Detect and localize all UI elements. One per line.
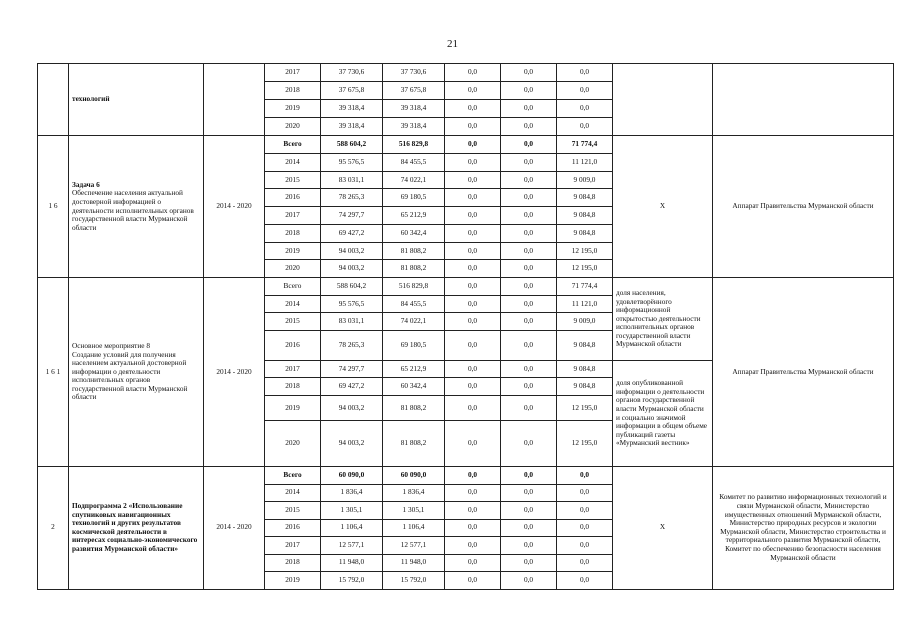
indicator-cell [613,64,713,136]
executor-cell: Аппарат Правительства Мурманской области [713,136,894,278]
federal-budget-cell: 0,0 [445,136,501,154]
local-budget-cell: 0,0 [501,153,557,171]
other-sources-cell: 0,0 [557,502,613,520]
year-cell: 2017 [265,64,321,82]
year-cell: 2017 [265,537,321,555]
total-cell: 588 604,2 [321,136,383,154]
other-sources-cell: 0,0 [557,118,613,136]
regional-budget-cell: 1 836,4 [383,484,445,502]
regional-budget-cell: 84 455,5 [383,153,445,171]
other-sources-cell: 0,0 [557,100,613,118]
federal-budget-cell: 0,0 [445,361,501,378]
year-cell: 2017 [265,207,321,225]
local-budget-cell: 0,0 [501,207,557,225]
year-cell: 2014 [265,484,321,502]
total-cell: 94 003,2 [321,242,383,260]
table-row [38,467,894,485]
year-cell: 2015 [265,502,321,520]
local-budget-cell: 0,0 [501,467,557,485]
year-cell: 2019 [265,572,321,590]
federal-budget-cell: 0,0 [445,260,501,278]
local-budget-cell: 0,0 [501,189,557,207]
other-sources-cell: 9 009,0 [557,171,613,189]
federal-budget-cell: 0,0 [445,484,501,502]
total-cell: 78 265,3 [321,189,383,207]
other-sources-cell: 12 195,0 [557,421,613,467]
page-number: 21 [447,38,458,50]
total-cell: 15 792,0 [321,572,383,590]
local-budget-cell: 0,0 [501,313,557,331]
regional-budget-cell: 65 212,9 [383,207,445,225]
other-sources-cell: 0,0 [557,554,613,572]
table-row [38,136,894,154]
indicator-cell: доля опубликованной информации о деятельности органов государственной власти Мурманской области и социально значимой информации в общем объеме публикаций газеты «Мурманский вестник» [613,361,713,467]
year-cell: 2019 [265,100,321,118]
regional-budget-cell: 516 829,8 [383,136,445,154]
year-cell: 2018 [265,224,321,242]
total-cell: 39 318,4 [321,100,383,118]
local-budget-cell: 0,0 [501,361,557,378]
local-budget-cell: 0,0 [501,64,557,82]
task-description-cell [69,136,204,278]
local-budget-cell: 0,0 [501,572,557,590]
measure-title: Основное мероприятие 8 [72,340,150,350]
task-title: Задача 6 [72,179,100,189]
year-cell: 2017 [265,361,321,378]
table-row [38,64,894,82]
executor-cell [713,64,894,136]
regional-budget-cell: 74 022,1 [383,313,445,331]
total-cell: 83 031,1 [321,171,383,189]
federal-budget-cell: 0,0 [445,502,501,520]
local-budget-cell: 0,0 [501,242,557,260]
total-cell: 37 730,6 [321,64,383,82]
regional-budget-cell: 81 808,2 [383,260,445,278]
total-cell: 83 031,1 [321,313,383,331]
local-budget-cell: 0,0 [501,484,557,502]
federal-budget-cell: 0,0 [445,153,501,171]
local-budget-cell: 0,0 [501,421,557,467]
regional-budget-cell: 60 342,4 [383,378,445,396]
federal-budget-cell: 0,0 [445,331,501,361]
measure-description-cell [69,278,204,467]
local-budget-cell: 0,0 [501,260,557,278]
total-cell: 588 604,2 [321,278,383,296]
year-cell: 2016 [265,331,321,361]
federal-budget-cell: 0,0 [445,100,501,118]
measure-text: Создание условий для получения населением актуальной достоверной информации о деятельности исполнительных органов государственной власти Мурманской области [72,349,188,402]
other-sources-cell: 0,0 [557,467,613,485]
regional-budget-cell: 69 180,5 [383,189,445,207]
total-cell: 37 675,8 [321,82,383,100]
year-cell: 2015 [265,313,321,331]
period-cell: 2014 - 2020 [204,278,265,467]
task-text: Обеспечение населения актуальной достоверной информацией о деятельности исполнительных органов государственной власти Мурманской области [72,188,194,232]
federal-budget-cell: 0,0 [445,537,501,555]
year-cell: 2019 [265,396,321,421]
other-sources-cell: 9 084,8 [557,361,613,378]
regional-budget-cell: 37 730,6 [383,64,445,82]
year-cell: 2018 [265,554,321,572]
year-cell: 2020 [265,421,321,467]
regional-budget-cell: 37 675,8 [383,82,445,100]
federal-budget-cell: 0,0 [445,519,501,537]
year-cell: 2015 [265,171,321,189]
total-cell: 69 427,2 [321,224,383,242]
year-cell: 2020 [265,260,321,278]
local-budget-cell: 0,0 [501,278,557,296]
federal-budget-cell: 0,0 [445,296,501,313]
table-row [38,278,894,296]
other-sources-cell: 12 195,0 [557,260,613,278]
indicator-cell: доля населения, удовлетворённого информационной открытостью деятельности исполнительных органов государственной власти Мурманской области [613,278,713,361]
other-sources-cell: 0,0 [557,537,613,555]
local-budget-cell: 0,0 [501,118,557,136]
year-cell: 2018 [265,378,321,396]
total-cell: 74 297,7 [321,207,383,225]
federal-budget-cell: 0,0 [445,313,501,331]
other-sources-cell: 11 121,0 [557,296,613,313]
local-budget-cell: 0,0 [501,82,557,100]
regional-budget-cell: 81 808,2 [383,421,445,467]
federal-budget-cell: 0,0 [445,378,501,396]
regional-budget-cell: 15 792,0 [383,572,445,590]
other-sources-cell: 9 084,8 [557,331,613,361]
regional-budget-cell: 516 829,8 [383,278,445,296]
local-budget-cell: 0,0 [501,502,557,520]
total-cell: 95 576,5 [321,153,383,171]
regional-budget-cell: 60 090,0 [383,467,445,485]
local-budget-cell: 0,0 [501,224,557,242]
other-sources-cell: 9 084,8 [557,207,613,225]
other-sources-cell: 0,0 [557,519,613,537]
program-table [37,63,894,590]
year-cell: 2014 [265,153,321,171]
total-cell: 94 003,2 [321,421,383,467]
local-budget-cell: 0,0 [501,100,557,118]
total-cell: 11 948,0 [321,554,383,572]
other-sources-cell: 12 195,0 [557,242,613,260]
other-sources-cell: 9 084,8 [557,189,613,207]
local-budget-cell: 0,0 [501,296,557,313]
other-sources-cell: 71 774,4 [557,278,613,296]
row-number-cell [38,64,69,136]
federal-budget-cell: 0,0 [445,421,501,467]
other-sources-cell: 12 195,0 [557,396,613,421]
period-cell [204,64,265,136]
local-budget-cell: 0,0 [501,519,557,537]
executor-cell: Аппарат Правительства Мурманской области [713,278,894,467]
table-body [38,64,894,590]
year-cell: 2018 [265,82,321,100]
regional-budget-cell: 81 808,2 [383,396,445,421]
other-sources-cell: 0,0 [557,484,613,502]
regional-budget-cell: 1 305,1 [383,502,445,520]
total-cell: 12 577,1 [321,537,383,555]
local-budget-cell: 0,0 [501,396,557,421]
total-cell: 1 305,1 [321,502,383,520]
regional-budget-cell: 65 212,9 [383,361,445,378]
local-budget-cell: 0,0 [501,537,557,555]
federal-budget-cell: 0,0 [445,189,501,207]
other-sources-cell: 9 084,8 [557,224,613,242]
other-sources-cell: 9 009,0 [557,313,613,331]
federal-budget-cell: 0,0 [445,467,501,485]
other-sources-cell: 0,0 [557,82,613,100]
total-cell: 78 265,3 [321,331,383,361]
year-cell: 2019 [265,242,321,260]
row-number-cell: 1 6 1 [38,278,69,467]
total-cell: 69 427,2 [321,378,383,396]
regional-budget-cell: 12 577,1 [383,537,445,555]
total-cell: 1 836,4 [321,484,383,502]
row-number-cell: 2 [38,467,69,590]
total-cell: 95 576,5 [321,296,383,313]
federal-budget-cell: 0,0 [445,171,501,189]
regional-budget-cell: 69 180,5 [383,331,445,361]
total-cell: 60 090,0 [321,467,383,485]
other-sources-cell: 11 121,0 [557,153,613,171]
year-cell: Всего [265,467,321,485]
other-sources-cell: 71 774,4 [557,136,613,154]
local-budget-cell: 0,0 [501,331,557,361]
other-sources-cell: 0,0 [557,572,613,590]
regional-budget-cell: 11 948,0 [383,554,445,572]
total-cell: 74 297,7 [321,361,383,378]
indicator-cell: X [613,467,713,590]
other-sources-cell: 9 084,8 [557,378,613,396]
local-budget-cell: 0,0 [501,171,557,189]
subprogram-description-cell: Подпрограмма 2 «Использование спутниковых навигационных технологий и других результатов космической деятельности в интересах социально-экономического развития Мурманской области» [69,467,204,590]
year-cell: 2016 [265,189,321,207]
regional-budget-cell: 60 342,4 [383,224,445,242]
local-budget-cell: 0,0 [501,554,557,572]
year-cell: Всего [265,136,321,154]
period-cell: 2014 - 2020 [204,467,265,590]
regional-budget-cell: 39 318,4 [383,100,445,118]
regional-budget-cell: 39 318,4 [383,118,445,136]
regional-budget-cell: 1 106,4 [383,519,445,537]
federal-budget-cell: 0,0 [445,396,501,421]
indicator-cell: X [613,136,713,278]
federal-budget-cell: 0,0 [445,64,501,82]
year-cell: Всего [265,278,321,296]
federal-budget-cell: 0,0 [445,278,501,296]
year-cell: 2020 [265,118,321,136]
local-budget-cell: 0,0 [501,378,557,396]
total-cell: 94 003,2 [321,260,383,278]
row-number-cell: 1 6 [38,136,69,278]
federal-budget-cell: 0,0 [445,554,501,572]
federal-budget-cell: 0,0 [445,207,501,225]
federal-budget-cell: 0,0 [445,242,501,260]
other-sources-cell: 0,0 [557,64,613,82]
regional-budget-cell: 81 808,2 [383,242,445,260]
year-cell: 2014 [265,296,321,313]
regional-budget-cell: 74 022,1 [383,171,445,189]
total-cell: 39 318,4 [321,118,383,136]
period-cell: 2014 - 2020 [204,136,265,278]
regional-budget-cell: 84 455,5 [383,296,445,313]
year-cell: 2016 [265,519,321,537]
federal-budget-cell: 0,0 [445,118,501,136]
total-cell: 1 106,4 [321,519,383,537]
local-budget-cell: 0,0 [501,136,557,154]
row-description-cell: технологий [69,64,204,136]
total-cell: 94 003,2 [321,396,383,421]
executor-cell: Комитет по развитию информационных технологий и связи Мурманской области, Министерство имущественных отношений Мурманской области, Министерство природных ресурсов и экологии Мурманской области, Министерство строительства и территориального развития Мурманской области, Комитет по обеспечению безопасности населения Мурманской области [713,467,894,590]
federal-budget-cell: 0,0 [445,572,501,590]
federal-budget-cell: 0,0 [445,224,501,242]
federal-budget-cell: 0,0 [445,82,501,100]
